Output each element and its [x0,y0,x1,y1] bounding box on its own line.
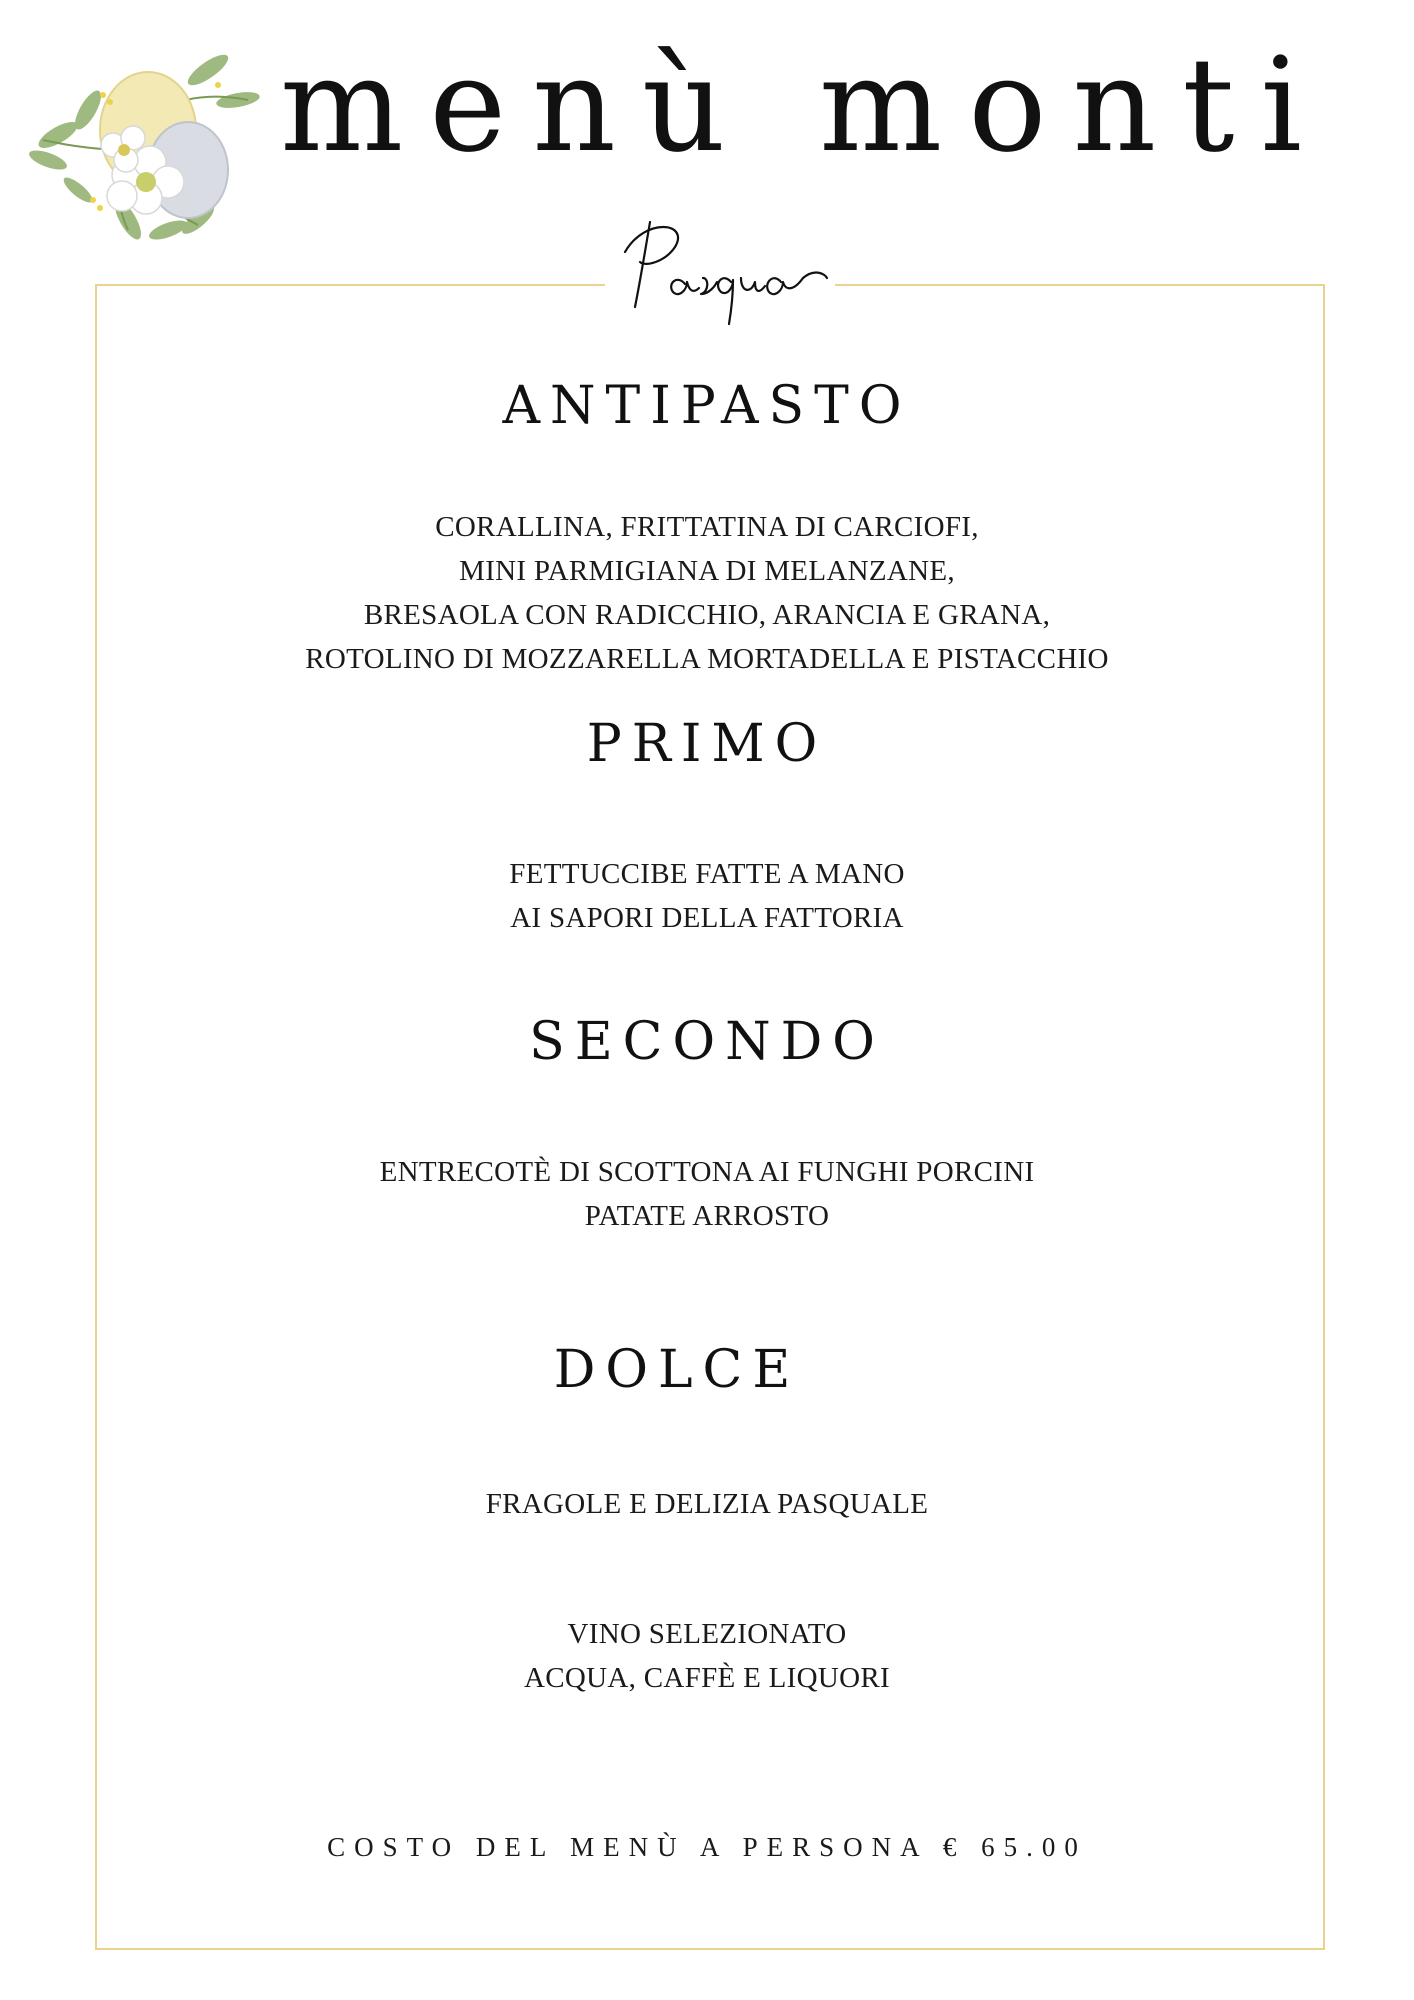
menu-item: BRESAOLA CON RADICCHIO, ARANCIA E GRANA, [363,599,1051,631]
easter-egg-floral-illustration-icon [18,40,268,240]
section-heading-antipasto: ANTIPASTO [502,376,912,436]
menu-item: MINI PARMIGIANA DI MELANZANE, [459,555,955,587]
section-items-secondo [0,1150,1414,1238]
menu-item: PATATE ARROSTO [584,1200,830,1232]
menu-item: AI SAPORI DELLA FATTORIA [510,902,904,934]
menu-item: FETTUCCIBE FATTE A MANO [509,858,905,890]
menu-price: COSTO DEL MENÙ A PERSONA € 65.00 [327,1832,1087,1862]
extra-item: ACQUA, CAFFÈ E LIQUORI [524,1662,890,1694]
section-items-dolce [0,1482,1414,1526]
menu-item: ROTOLINO DI MOZZARELLA MORTADELLA E PISTACCHIO [305,643,1109,675]
extras-block [0,1612,1414,1700]
extra-item: VINO SELEZIONATO [567,1618,847,1650]
menu-item: CORALLINA, FRITTATINA DI CARCIOFI, [435,511,979,543]
section-heading-dolce: DOLCE [553,1340,801,1400]
section-heading-secondo: SECONDO [529,1012,885,1072]
section-heading-primo: PRIMO [586,714,828,774]
menu-title: menù monti [280,29,1329,181]
section-items-primo [0,852,1414,940]
menu-item: FRAGOLE E DELIZIA PASQUALE [485,1488,929,1520]
section-items-antipasto [0,505,1414,681]
menu-item: ENTRECOTÈ DI SCOTTONA AI FUNGHI PORCINI [379,1156,1035,1188]
pasqua-script-icon [605,212,835,332]
pasqua-script-subtitle [605,212,835,332]
